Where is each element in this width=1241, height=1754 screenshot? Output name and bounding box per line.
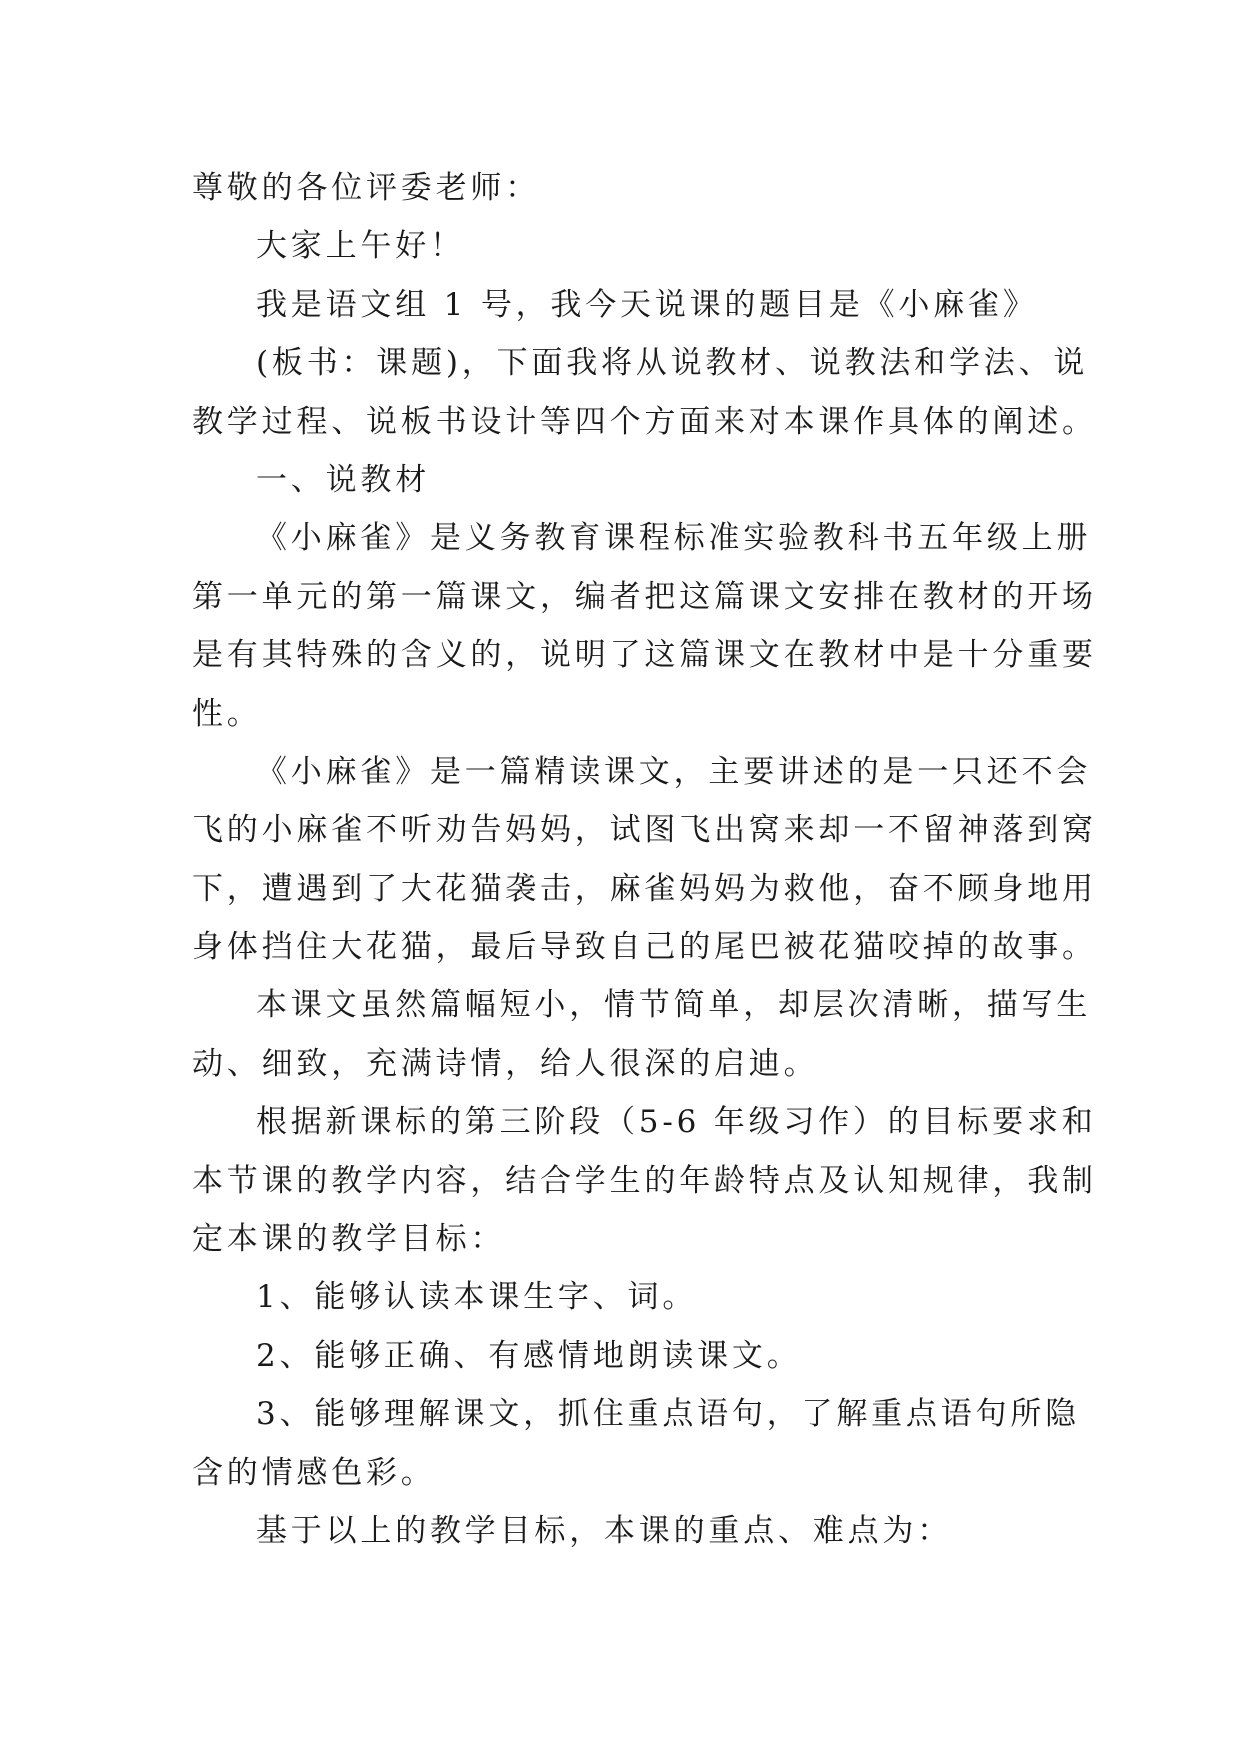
greeting: 大家上午好！ [256, 228, 465, 265]
paragraph-line: 根据新课标的第三阶段（5-6 年级习作）的目标要求和 [256, 1104, 1097, 1141]
salutation: 尊敬的各位评委老师： [192, 170, 540, 206]
goal-item: 2、能够正确、有感情地朗读课文。 [256, 1337, 802, 1374]
paragraph-line: 下，遭遇到了大花猫袭击，麻雀妈妈为救他，奋不顾身地用 [192, 870, 1097, 907]
section-heading: 一、说教材 [256, 461, 430, 498]
paragraph-line: 《小麻雀》是一篇精读课文，主要讲述的是一只还不会 [256, 753, 1092, 790]
goal-item: 1、能够认读本课生字、词。 [256, 1279, 698, 1316]
paragraph-line: 性。 [192, 695, 262, 732]
intro-line: 我是语文组 1 号，我今天说课的题目是《小麻雀》 [256, 286, 1038, 323]
paragraph-line: 动、细致，充满诗情，给人很深的启迪。 [192, 1045, 819, 1082]
paragraph-line: 第一单元的第一篇课文，编者把这篇课文安排在教材的开场 [192, 578, 1097, 615]
paragraph-line: 本课文虽然篇幅短小，情节简单，却层次清晰，描写生 [256, 987, 1092, 1024]
document-body [192, 159, 1097, 1560]
goal-item: 含的情感色彩。 [192, 1454, 436, 1491]
intro-line: (板书：课题)，下面我将从说教材、说教法和学法、说 [256, 345, 1089, 382]
paragraph-line: 身体挡住大花猫，最后导致自己的尾巴被花猫咬掉的故事。 [192, 929, 1097, 966]
paragraph-line: 《小麻雀》是义务教育课程标准实验教科书五年级上册 [256, 520, 1092, 557]
paragraph-line: 是有其特殊的含义的，说明了这篇课文在教材中是十分重要 [192, 637, 1097, 674]
goal-item: 3、能够理解课文，抓住重点语句，了解重点语句所隐 [256, 1396, 1080, 1433]
paragraph-line: 定本课的教学目标： [192, 1221, 506, 1258]
paragraph-line: 基于以上的教学目标，本课的重点、难点为： [256, 1512, 952, 1549]
intro-line: 教学过程、说板书设计等四个方面来对本课作具体的阐述。 [192, 403, 1097, 440]
paragraph-line: 本节课的教学内容，结合学生的年龄特点及认知规律，我制 [192, 1162, 1097, 1199]
paragraph-line: 飞的小麻雀不听劝告妈妈，试图飞出窝来却一不留神落到窝 [192, 812, 1097, 849]
